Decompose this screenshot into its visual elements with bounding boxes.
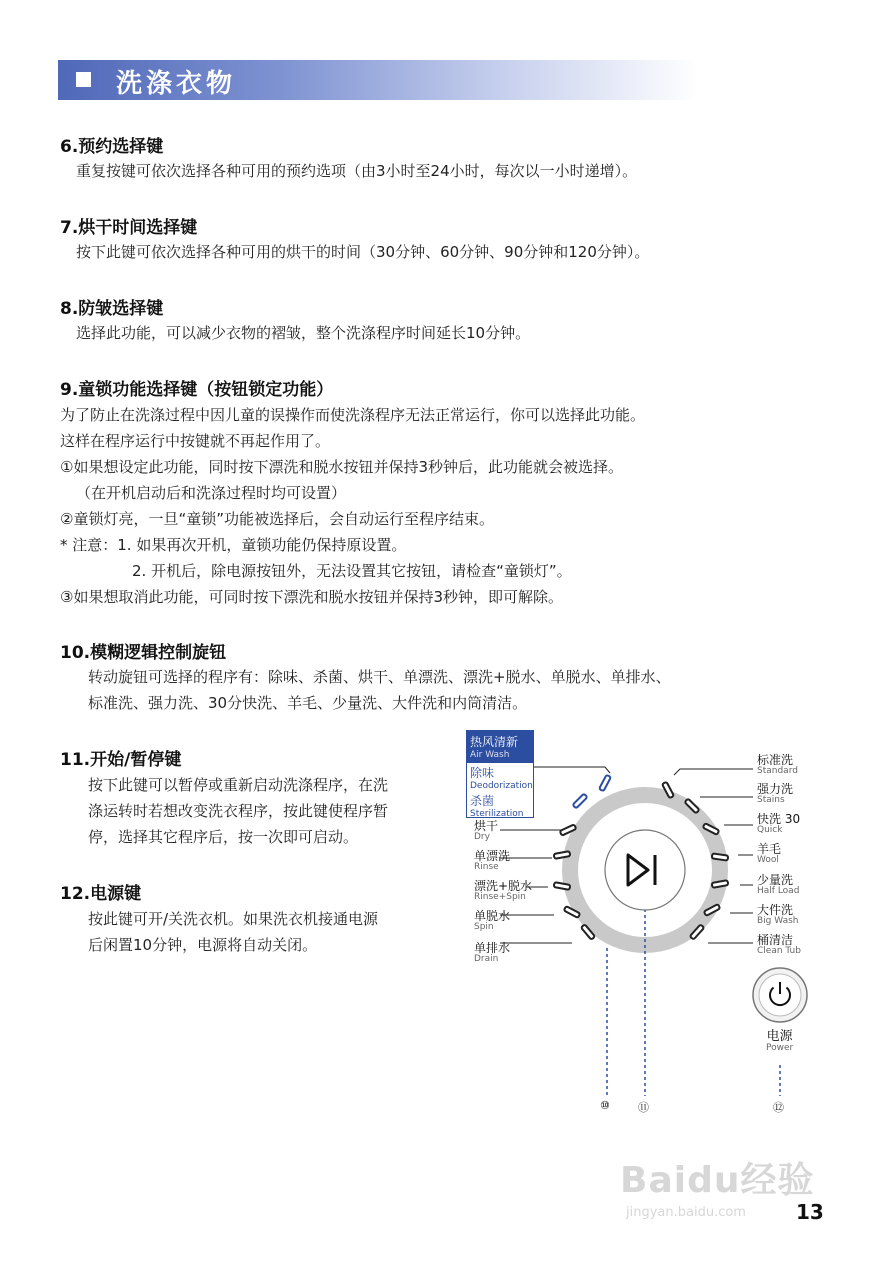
program-wool-cn: 羊毛 bbox=[757, 842, 782, 856]
text-s9-line6: * 注意：1. 如果再次开机，童锁功能仍保持原设置。 bbox=[60, 536, 407, 554]
program-stains-cn: 强力洗 bbox=[757, 782, 794, 796]
program-rinse-spin-label bbox=[474, 880, 532, 902]
indicator-deodorization bbox=[573, 794, 588, 809]
program-standard-label bbox=[757, 754, 798, 776]
text-s9-line7: 2. 开机后，除电源按钮外，无法设置其它按钮，请检查“童锁灯”。 bbox=[132, 562, 572, 580]
program-dry-en: Dry bbox=[474, 832, 490, 842]
program-drain-cn: 单排水 bbox=[474, 941, 511, 955]
indicator-sterilization bbox=[599, 775, 611, 791]
power-label-en: Power bbox=[766, 1043, 794, 1053]
program-clean-tub-en: Clean Tub bbox=[757, 946, 801, 956]
text-s10-line1: 转动旋钮可选择的程序有：除味、杀菌、烘干、单漂洗、漂洗+脱水、单脱水、单排水、 bbox=[88, 668, 671, 686]
sterilization-option bbox=[467, 791, 533, 819]
program-quick-label bbox=[757, 813, 800, 835]
watermark bbox=[620, 1152, 814, 1220]
power-button-inner bbox=[759, 974, 801, 1016]
text-s11-line3: 停，选择其它程序后，按一次即可启动。 bbox=[88, 828, 359, 846]
program-half-load-cn: 少量洗 bbox=[757, 873, 794, 887]
heading-s6: 6.预约选择键 bbox=[60, 137, 164, 157]
page-number: 13 bbox=[796, 1200, 824, 1224]
heading-s8: 8.防皱选择键 bbox=[60, 299, 164, 319]
text-s9-line4: （在开机启动后和洗涤过程时均可设置） bbox=[76, 484, 347, 502]
program-rinse-en: Rinse bbox=[474, 862, 499, 872]
page-title: 洗涤衣物 bbox=[116, 69, 237, 99]
program-quick-en: Quick bbox=[757, 825, 783, 835]
program-quick-cn: 快洗 30 bbox=[757, 812, 801, 826]
program-dry-label bbox=[474, 820, 498, 842]
air-wash-title-en: Air Wash bbox=[470, 750, 510, 760]
start-pause-button[interactable] bbox=[605, 830, 685, 910]
program-big-wash-en: Big Wash bbox=[757, 916, 799, 926]
text-s9-line5: ②童锁灯亮，一旦“童锁”功能被选择后，会自动运行至程序结束。 bbox=[60, 510, 494, 528]
sterilization-cn: 杀菌 bbox=[470, 794, 495, 808]
text-s8-line1: 选择此功能，可以减少衣物的褶皱，整个洗涤程序时间延长10分钟。 bbox=[76, 324, 531, 342]
program-spin-en: Spin bbox=[474, 922, 494, 932]
text-s9-line8: ③如果想取消此功能，可同时按下漂洗和脱水按钮并保持3秒钟，即可解除。 bbox=[60, 588, 563, 606]
program-rinse-label bbox=[474, 850, 510, 872]
program-standard-cn: 标准洗 bbox=[757, 753, 794, 767]
indicator-wool bbox=[712, 853, 729, 860]
air-wash-title-cn: 热风清新 bbox=[470, 735, 519, 749]
program-clean-tub-label bbox=[757, 934, 801, 956]
program-drain-en: Drain bbox=[474, 954, 499, 964]
text-s9-line2: 这样在程序运行中按键就不再起作用了。 bbox=[60, 432, 331, 450]
heading-s12: 12.电源键 bbox=[60, 884, 142, 904]
air-wash-box bbox=[466, 730, 534, 818]
program-stains-label bbox=[757, 783, 793, 805]
program-stains-en: Stains bbox=[757, 795, 785, 805]
text-s10-line2: 标准洗、强力洗、30分快洗、羊毛、少量洗、大件洗和内筒清洁。 bbox=[88, 694, 528, 712]
heading-s11: 11.开始/暂停键 bbox=[60, 750, 182, 770]
program-spin-label bbox=[474, 910, 510, 932]
program-clean-tub-cn: 桶清洁 bbox=[757, 933, 794, 947]
program-half-load-en: Half Load bbox=[757, 886, 800, 896]
program-rinse-cn: 单漂洗 bbox=[474, 849, 511, 863]
program-drain-label bbox=[474, 942, 510, 964]
text-s6-line1: 重复按键可依次选择各种可用的预约选项（由3小时至24小时，每次以一小时递增）。 bbox=[76, 162, 638, 180]
deodorization-option bbox=[467, 763, 533, 791]
program-wool-label bbox=[757, 843, 781, 865]
watermark-brand: Baidu经验 bbox=[620, 1160, 815, 1201]
heading-s10: 10.模糊逻辑控制旋钮 bbox=[60, 643, 227, 663]
text-s12-line1: 按此键可开/关洗衣机。如果洗衣机接通电源 bbox=[88, 910, 379, 928]
program-big-wash-cn: 大件洗 bbox=[757, 903, 794, 917]
callout-12: ⑫ bbox=[773, 1101, 784, 1114]
callout-11: ⑪ bbox=[638, 1101, 649, 1114]
program-half-load-label bbox=[757, 874, 799, 896]
watermark-url: jingyan.baidu.com bbox=[626, 1205, 746, 1220]
power-label-cn: 电源 bbox=[766, 1029, 793, 1044]
text-s9-line1: 为了防止在洗涤过程中因儿童的误操作而使洗涤程序无法正常运行，你可以选择此功能。 bbox=[60, 406, 646, 424]
deodorization-cn: 除味 bbox=[470, 766, 495, 780]
text-s11-line2: 涤运转时若想改变洗衣程序，按此键使程序暂 bbox=[88, 802, 389, 820]
program-big-wash-label bbox=[757, 904, 798, 926]
program-rinse-spin-cn: 漂洗+脱水 bbox=[474, 879, 533, 893]
text-s11-line1: 按下此键可以暂停或重新启动洗涤程序，在洗 bbox=[88, 776, 389, 794]
program-wool-en: Wool bbox=[757, 855, 779, 865]
text-s12-line2: 后闲置10分钟，电源将自动关闭。 bbox=[88, 936, 318, 954]
text-s9-line3: ①如果想设定此功能，同时按下漂洗和脱水按钮并保持3秒钟后，此功能就会被选择。 bbox=[60, 458, 623, 476]
callout-10: ⑩ bbox=[600, 1099, 610, 1112]
air-wash-header bbox=[467, 731, 533, 763]
program-dry-cn: 烘干 bbox=[474, 819, 499, 833]
heading-s9: 9.童锁功能选择键（按钮锁定功能） bbox=[60, 380, 334, 400]
program-standard-en: Standard bbox=[757, 766, 798, 776]
text-s7-line1: 按下此键可依次选择各种可用的烘干的时间（30分钟、60分钟、90分钟和120分钟）。 bbox=[76, 243, 650, 261]
deodorization-en: Deodorization bbox=[470, 781, 533, 791]
sterilization-en: Sterilization bbox=[470, 809, 524, 819]
heading-s7: 7.烘干时间选择键 bbox=[60, 218, 198, 238]
power-label bbox=[766, 1030, 793, 1053]
program-rinse-spin-en: Rinse+Spin bbox=[474, 892, 526, 902]
program-spin-cn: 单脱水 bbox=[474, 909, 511, 923]
